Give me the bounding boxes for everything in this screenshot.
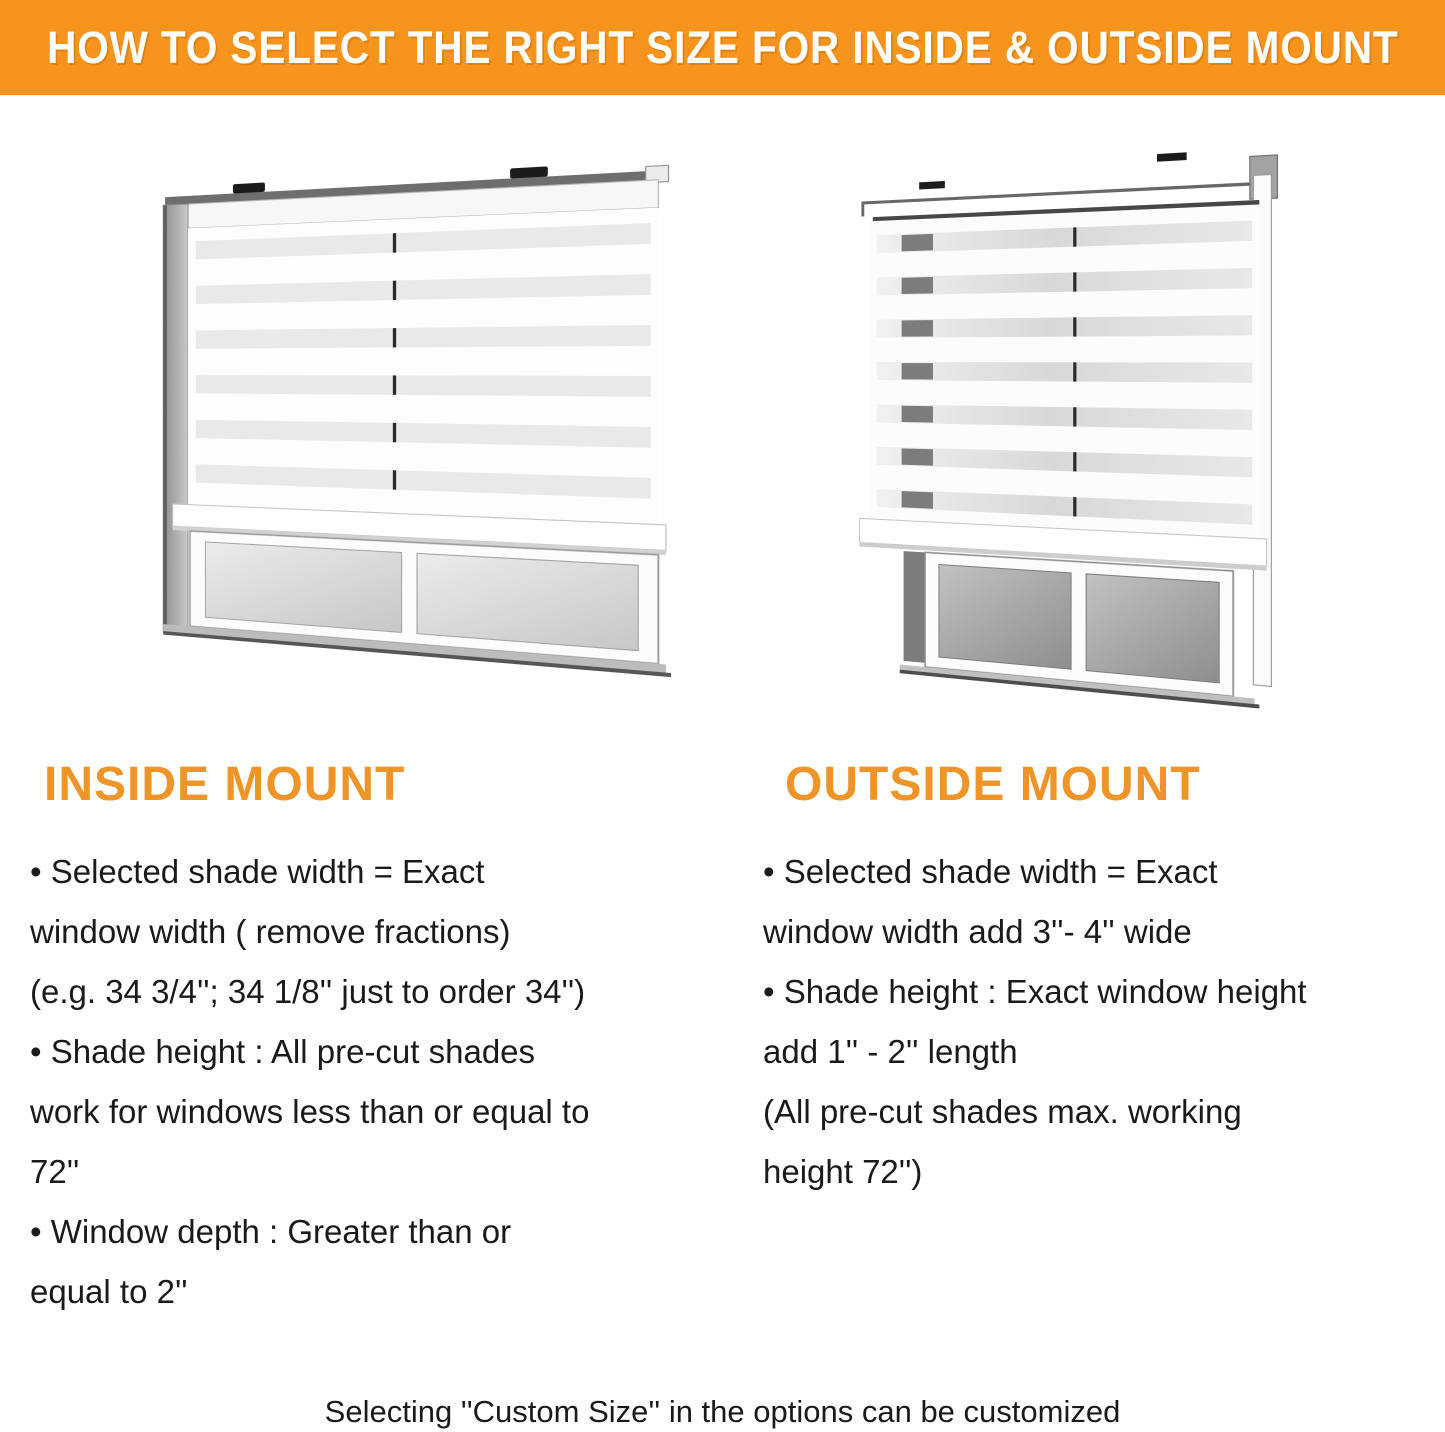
window-panes [190, 531, 658, 664]
bullet-line: • Shade height : Exact window height [763, 973, 1307, 1010]
zebra-shade-fabric [188, 208, 658, 525]
bullet-line: height 72'') [763, 1153, 923, 1190]
page-title: HOW TO SELECT THE RIGHT SIZE FOR INSIDE & OUTSIDE MOUNT [46, 21, 1399, 73]
inside-mount-section [30, 750, 720, 1322]
outside-mount-illustration [852, 150, 1282, 670]
outside-mount-section [763, 750, 1445, 1202]
window-jamb [163, 204, 188, 633]
window-glass-pane [205, 542, 401, 632]
mounting-clip-icon [233, 182, 265, 193]
bullet-line: (e.g. 34 3/4''; 34 1/8'' just to order 34'') [30, 973, 586, 1010]
bullet-line: equal to 2'' [30, 1273, 188, 1310]
window-glass-pane [1086, 574, 1219, 683]
inside-mount-bullets [30, 842, 720, 1322]
window-glass-pane [939, 565, 1071, 670]
mounting-clip-icon [510, 166, 548, 178]
bullet-line: • Selected shade width = Exact [30, 853, 485, 890]
bullet-line: • Shade height : All pre-cut shades [30, 1033, 536, 1070]
outside-mount-heading: OUTSIDE MOUNT [785, 758, 1201, 811]
bullet-line: • Selected shade width = Exact [763, 853, 1218, 890]
zebra-shade-fabric [869, 200, 1259, 539]
window-jamb [904, 551, 925, 663]
inside-mount-illustration [150, 185, 635, 645]
bullet-line: work for windows less than or equal to [30, 1093, 590, 1130]
wall-bracket-icon [919, 181, 945, 190]
outside-mount-bullets [763, 842, 1445, 1202]
bullet-line: 72'' [30, 1153, 80, 1190]
bullet-line: add 1'' - 2'' length [763, 1033, 1018, 1070]
window-glass-pane [417, 553, 638, 650]
bullet-line: window width ( remove fractions) [30, 913, 511, 950]
bullet-line: • Window depth : Greater than or [30, 1213, 512, 1250]
header-banner [0, 0, 1445, 95]
footer-note: Selecting ''Custom Size'' in the options can be customized [324, 1394, 1121, 1429]
wall-bracket-icon [1157, 152, 1187, 161]
inside-mount-heading: INSIDE MOUNT [44, 758, 406, 811]
outside-mount-window-drawing [852, 119, 1315, 715]
inside-mount-window-drawing [150, 154, 683, 692]
bullet-line: (All pre-cut shades max. working [763, 1093, 1242, 1130]
bullet-line: window width add 3''- 4'' wide [763, 913, 1192, 950]
